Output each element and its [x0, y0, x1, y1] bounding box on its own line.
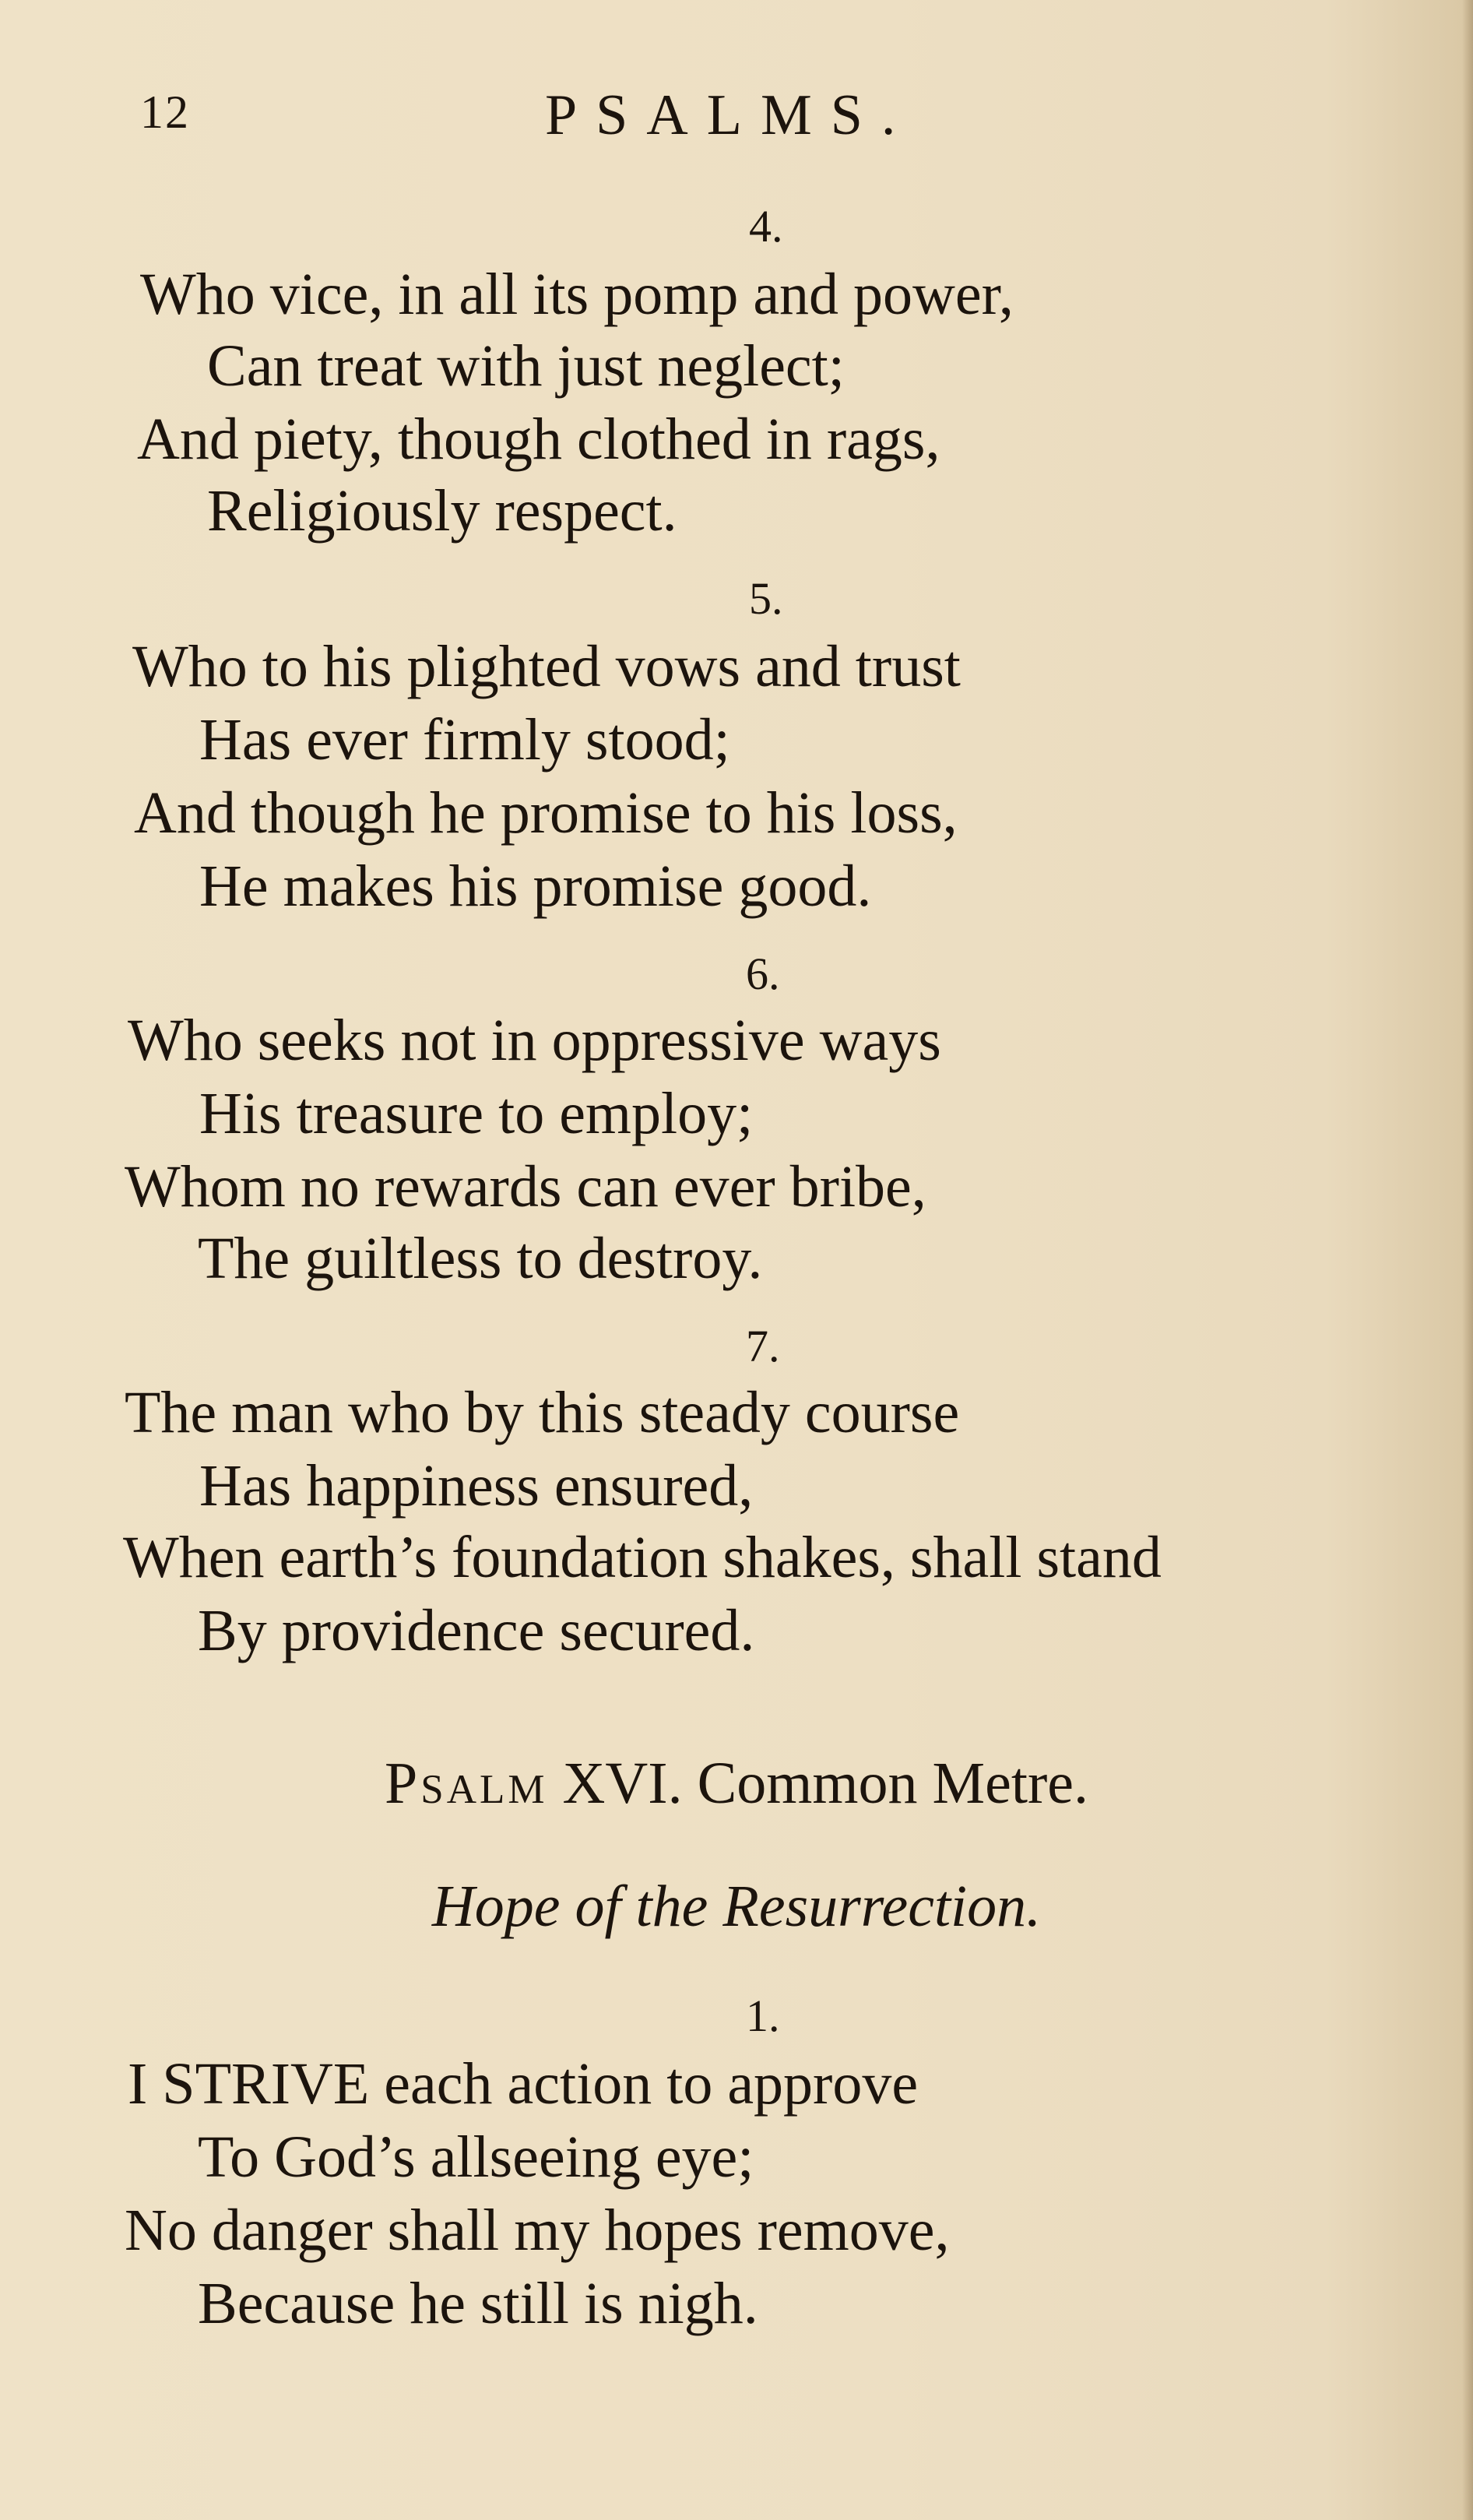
verse-line: No danger shall my hopes remove,	[125, 2198, 950, 2263]
verse-line: His treasure to employ;	[199, 1081, 754, 1146]
verse-line: The guiltless to destroy.	[198, 1226, 763, 1291]
verse-line: Has ever firmly stood;	[199, 707, 730, 773]
verse-line: By providence secured.	[198, 1598, 755, 1663]
verse-line: I STRIVE each action to approve	[128, 2051, 919, 2117]
verse-line: And though he promise to his loss,	[134, 780, 958, 846]
psalm-subtitle: Hope of the Resurrection.	[431, 1874, 1042, 1939]
verse-line: Whom no rewards can ever bribe,	[125, 1154, 926, 1220]
verse-line: Religiously respect.	[207, 478, 677, 544]
psalm-heading-rest: XVI. Common Metre.	[562, 1751, 1088, 1816]
psalm-heading-label: Psalm	[385, 1751, 548, 1816]
verse-line: Has happiness ensured,	[199, 1453, 754, 1519]
verse-line: To God’s allseeing eye;	[198, 2124, 754, 2190]
verse-line: And piety, though clothed in rags,	[137, 407, 940, 472]
page-number: 12	[140, 86, 190, 138]
verse-line: Who to his plighted vows and trust	[132, 634, 961, 699]
stanza-number: 5.	[749, 573, 783, 624]
psalm-heading	[0, 1751, 1473, 1816]
verse-line: Who vice, in all its pomp and power,	[140, 262, 1014, 327]
verse-line: When earth’s foundation shakes, shall stand	[123, 1525, 1162, 1590]
verse-line: Who seeks not in oppressive ways	[128, 1008, 941, 1073]
running-head: PSALMS.	[545, 83, 915, 147]
verse-line: The man who by this steady course	[125, 1380, 960, 1445]
stanza-number: 1.	[746, 1990, 780, 2041]
page-header	[0, 72, 1473, 157]
stanza-number: 6.	[746, 949, 780, 999]
stanza-number: 4.	[749, 201, 783, 252]
verse-line: He makes his promise good.	[199, 853, 872, 919]
verse-line: Can treat with just neglect;	[207, 333, 845, 399]
verse-line: Because he still is nigh.	[198, 2271, 758, 2336]
stanza-number: 7.	[746, 1321, 780, 1371]
page-edge-shadow	[1462, 0, 1473, 2520]
